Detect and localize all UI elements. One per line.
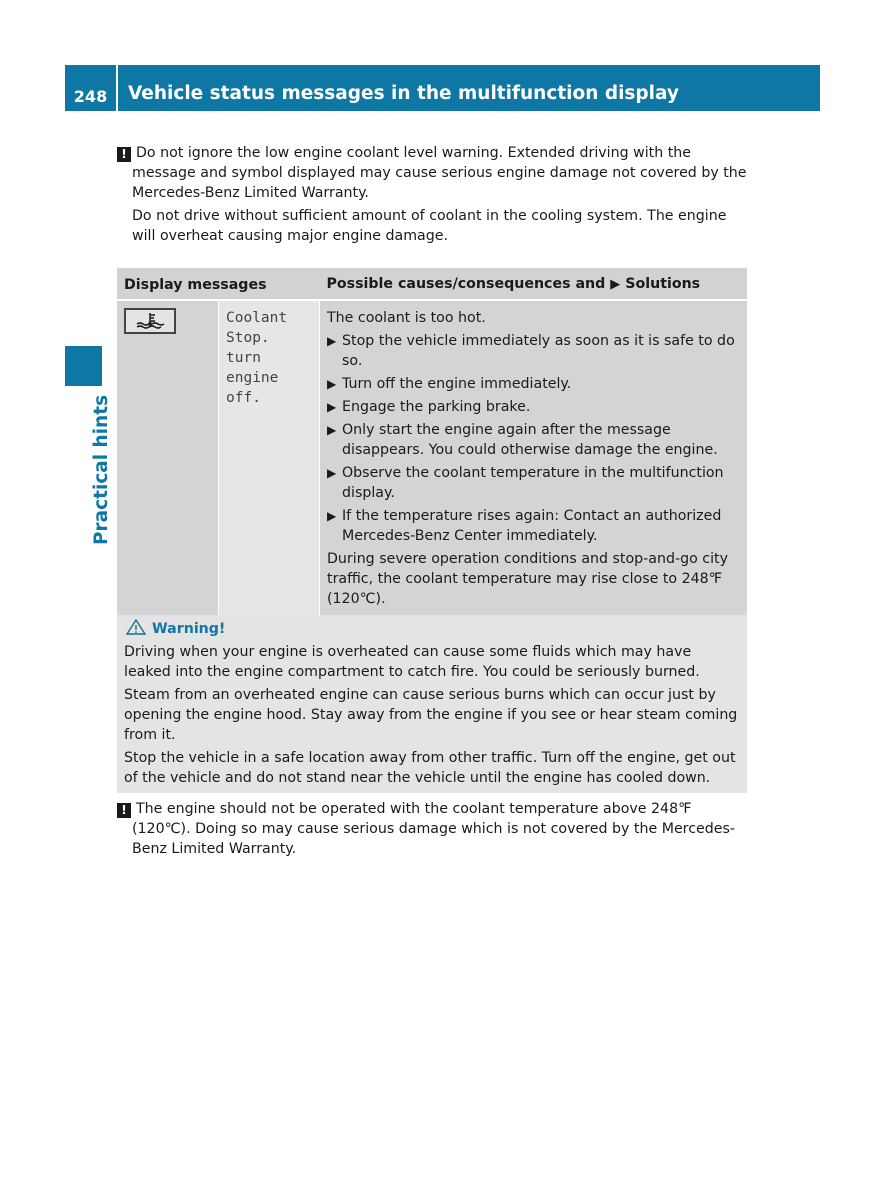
message-text: Coolant Stop. turn engine off. <box>219 300 320 618</box>
temperature-note: During severe operation conditions and stop-and-go city traffic, the coolant temperature may rise close to 248℉ (120℃). <box>327 551 728 607</box>
page-title: Vehicle status messages in the multifunction display <box>128 83 679 104</box>
solution-item: ▶ Only start the engine again after the message disappears. You could otherwise damage the engine. <box>327 422 718 458</box>
table-header-row <box>117 268 747 300</box>
warning-text: Stop the vehicle in a safe location away from other traffic. Turn off the engine, get out of the vehicle and do not stand near the vehicle until the engine has cooled down. <box>124 750 736 786</box>
header-divider <box>116 65 118 111</box>
solution-item: ▶ Stop the vehicle immediately as soon as it is safe to do so. <box>327 333 735 369</box>
exclamation-icon: ! <box>117 147 131 162</box>
page-number: 248 <box>73 87 108 106</box>
solution-item: ▶ Observe the coolant temperature in the multifunction display. <box>327 465 724 501</box>
header-causes-solutions: Possible causes/consequences and ▶ Solutions <box>320 268 748 300</box>
note-coolant-level <box>117 143 752 249</box>
coolant-temperature-icon <box>124 308 176 334</box>
note-text: The engine should not be operated with the coolant temperature above 248℉ (120℃). Doing so may cause serious damage which is not covered by the Mercedes-Benz Limited Warranty. <box>132 801 735 857</box>
table-row <box>117 300 747 618</box>
warning-title: Warning! <box>152 621 226 637</box>
solution-item: ▶ Turn off the engine immediately. <box>327 376 572 392</box>
solution-item: ▶ If the temperature rises again: Contact an authorized Mercedes-Benz Center immediately. <box>327 508 722 544</box>
solutions-cell <box>320 300 748 618</box>
warning-text: Driving when your engine is overheated can cause some fluids which may have leaked into the engine compartment to catch fire. You could be seriously burned. <box>124 644 700 680</box>
header-display-messages: Display messages <box>117 268 320 300</box>
symbol-cell <box>117 300 219 618</box>
note-text: Do not drive without sufficient amount of coolant in the cooling system. The engine will overheat causing major engine damage. <box>132 208 727 244</box>
warning-text: Steam from an overheated engine can cause serious burns which can occur just by opening the engine hood. Stay away from the engine if you see or hear steam coming from it. <box>124 687 738 743</box>
note-text: Do not ignore the low engine coolant level warning. Extended driving with the message and symbol displayed may cause serious engine damage not covered by the Mercedes-Benz Limited Warranty. <box>132 145 747 201</box>
section-tab-marker <box>65 346 102 386</box>
warning-triangle-icon <box>124 621 152 637</box>
solution-item: ▶ Engage the parking brake. <box>327 399 531 415</box>
section-tab-label: Practical hints <box>91 394 112 545</box>
note-coolant-temperature <box>117 799 752 862</box>
status-message-table <box>117 268 747 618</box>
warning-box <box>117 615 747 793</box>
exclamation-icon: ! <box>117 803 131 818</box>
cause-text: The coolant is too hot. <box>327 310 486 326</box>
